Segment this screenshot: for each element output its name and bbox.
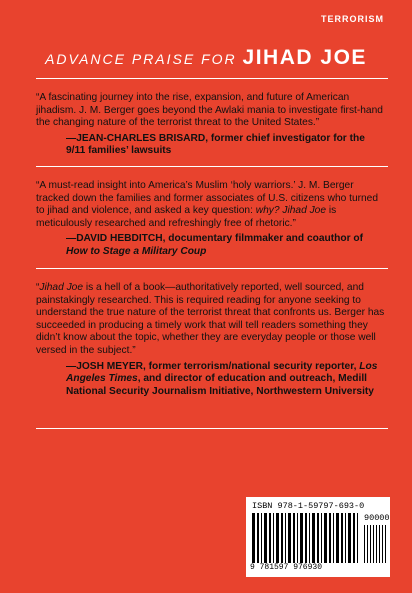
divider <box>36 166 388 167</box>
barcode-bar <box>373 525 374 563</box>
barcode-bar <box>269 513 271 563</box>
barcode-bar <box>357 513 358 563</box>
quote-book-title: Jihad Joe <box>39 282 84 293</box>
category-label: TERRORISM <box>321 14 384 24</box>
barcode-bar <box>333 513 334 563</box>
divider <box>36 268 388 269</box>
barcode-bar <box>341 513 343 563</box>
barcode-bar <box>317 513 319 563</box>
divider <box>36 78 388 79</box>
blurb-attribution <box>66 233 386 258</box>
barcode-bar <box>300 513 303 563</box>
barcode-bar <box>376 525 377 563</box>
praise-heading <box>0 46 412 70</box>
quote-book-title: Jihad Joe <box>282 205 327 217</box>
barcode-bar <box>257 513 259 563</box>
barcode-bar <box>297 513 298 563</box>
barcode-bar <box>329 513 331 563</box>
barcode-bar <box>345 513 346 563</box>
blurb-attribution <box>66 133 386 158</box>
barcode-bar <box>281 513 283 563</box>
blurb-author: —JOSH MEYER, <box>66 360 146 372</box>
barcode-bar <box>385 525 386 563</box>
barcode-bar <box>379 525 380 563</box>
barcode-bar <box>364 525 365 563</box>
barcode-bar <box>382 525 383 563</box>
barcode-bar <box>312 513 315 563</box>
barcode-bar <box>264 513 267 563</box>
blurb-brisard <box>36 92 386 158</box>
blurb-quote <box>36 282 386 358</box>
blurb-role: former terrorism/national security reporter, <box>145 360 360 372</box>
barcode-bar <box>252 513 255 563</box>
blurb-attribution <box>66 361 386 399</box>
barcode-bar <box>273 513 274 563</box>
book-title: JIHAD JOE <box>242 46 367 69</box>
blurb-role: , and director of education and outreach, Medill National Security Journalism Initiative, Northwestern University <box>66 373 374 397</box>
price-barcode-bars <box>364 525 386 563</box>
barcode-bar <box>336 513 339 563</box>
isbn-label: ISBN 978-1-59797-693-0 <box>252 501 365 511</box>
quote-text: is meticulously researched and refreshingly free of rhetoric.” <box>36 205 337 229</box>
barcode-bar <box>293 513 295 563</box>
barcode-bar <box>305 513 307 563</box>
barcode-bar <box>370 525 371 563</box>
barcode-bar <box>321 513 322 563</box>
isbn-barcode <box>246 497 390 577</box>
blurb-role: documentary filmmaker and coauthor of <box>165 233 363 245</box>
barcode-bar <box>324 513 327 563</box>
barcode-bar <box>261 513 262 563</box>
blurb-hebditch <box>36 180 386 259</box>
blurb-role-title: Los Angeles Times <box>66 360 378 385</box>
quote-text: “ <box>36 282 40 293</box>
barcode-bar <box>276 513 279 563</box>
barcode-bar <box>367 525 368 563</box>
price-code: 90000 <box>364 513 390 523</box>
barcode-bar <box>353 513 355 563</box>
blurb-role: former chief investigator for the 9/11 families’ lawsuits <box>66 132 365 157</box>
blurb-meyer <box>36 282 386 398</box>
quote-text: “A must-read insight into America’s Muslim ‘holy warriors.’ J. M. Berger tracked down the families and former associates of U.S. citizens who turned to jihad and violence, and asked a key question: <box>36 180 379 217</box>
barcode-bar <box>348 513 351 563</box>
barcode-bars <box>252 513 360 563</box>
quote-emphasis: why? <box>255 205 280 217</box>
divider <box>36 428 388 429</box>
praise-heading-prefix: ADVANCE PRAISE FOR <box>45 51 243 67</box>
quote-text: is a hell of a book—authoritatively reported, well sourced, and painstakingly researched. This is required reading for anyone seeking to understand the true nature of the terrorist threat that confronts us. Berger has succeeded in producing a timely work that will tell readers something they didn’t know about the topic, whether they are everyday people or those well versed in the subject.” <box>36 282 385 356</box>
barcode-bar <box>288 513 291 563</box>
blurb-quote <box>36 180 386 230</box>
blurb-quote: “A fascinating journey into the rise, expansion, and future of American jihadism. J. M. Berger goes beyond the Awlaki mania to investigate first-hand the changing nature of the terrorist threat to the United States.” <box>36 92 383 129</box>
blurb-role-title: How to Stage a Military Coup <box>66 245 207 257</box>
barcode-bar <box>285 513 286 563</box>
blurb-author: —JEAN-CHARLES BRISARD, <box>66 132 209 144</box>
blurb-author: —DAVID HEBDITCH, <box>66 233 166 245</box>
barcode-bar <box>309 513 310 563</box>
ean-digits: 9 781597 976930 <box>250 563 323 572</box>
